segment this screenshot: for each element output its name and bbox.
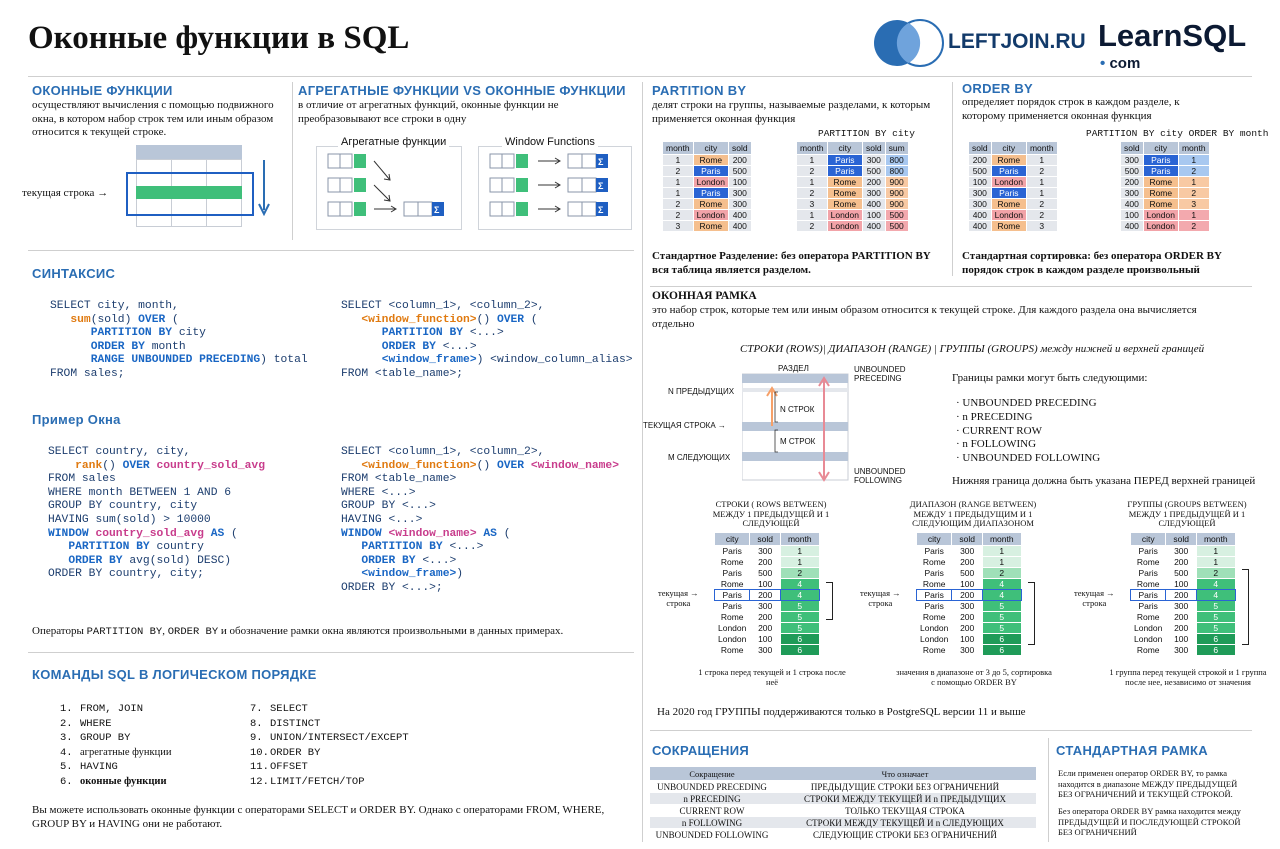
frame-subtitle: СТРОКИ (ROWS)| ДИАПАЗОН (RANGE) | ГРУППЫ (GROUPS) между нижней и верхней границей xyxy=(740,343,1205,355)
table-header-cell: city xyxy=(1144,142,1178,154)
table-row xyxy=(969,166,1057,176)
table-cell: 500 xyxy=(886,221,908,231)
table-cell: 3 xyxy=(1027,221,1057,231)
partition-by-code-label: PARTITION BY city xyxy=(818,128,915,139)
current-row-label: текущая строка → xyxy=(22,187,109,199)
table-cell: London xyxy=(694,177,728,187)
table-row xyxy=(663,199,751,209)
table-header-cell: Сокращение xyxy=(650,767,774,780)
table-cell: Rome xyxy=(694,199,728,209)
table-cell: 2 xyxy=(1179,188,1209,198)
command-item: 8. DISTINCT xyxy=(250,717,321,730)
table-cell: 200 xyxy=(969,155,991,165)
order-right-table xyxy=(1120,141,1210,232)
table-cell: 2 xyxy=(663,166,693,176)
table-row: Paris 300 1 xyxy=(715,546,819,556)
frame-unb-prec: UNBOUNDED PRECEDING xyxy=(854,365,906,383)
frame-example-title: СТРОКИ ( ROWS BETWEEN) МЕЖДУ 1 ПРЕДЫДУЩЕЙ И 1 СЛЕДУЮЩЕЙ xyxy=(712,499,830,528)
command-item: 2. WHERE xyxy=(60,717,112,730)
table-cell: 2 xyxy=(1179,166,1209,176)
table-cell: 400 xyxy=(863,199,885,209)
table-cell: 400 xyxy=(863,221,885,231)
command-item: 1. FROM, JOIN xyxy=(60,703,144,715)
table-cell: Rome xyxy=(992,221,1026,231)
learnsql-logo-com: • com xyxy=(1100,55,1141,72)
svg-text:Σ: Σ xyxy=(598,157,604,167)
table-cell: Paris xyxy=(1144,155,1178,165)
divider-vertical-2 xyxy=(642,82,643,842)
table-row xyxy=(663,155,751,165)
table-row: UNBOUNDED FOLLOWING СЛЕДУЮЩИЕ СТРОКИ БЕЗ ОГРАНИЧЕНИЙ xyxy=(650,829,1036,840)
table-cell: 3 xyxy=(663,221,693,231)
table-cell: Rome xyxy=(828,177,862,187)
table-cell: 500 xyxy=(1121,166,1143,176)
table-row: Rome 300 6 xyxy=(715,645,819,655)
table-header-cell: city xyxy=(828,142,862,154)
table-cell: 300 xyxy=(863,188,885,198)
frame-example-caption: 1 группа перед текущей строкой и 1 группа после нее, независимо от значения xyxy=(1109,667,1267,687)
table-header-cell: month xyxy=(1027,142,1057,154)
table-row: London 200 5 xyxy=(917,623,1021,633)
bound-item: · CURRENT ROW xyxy=(956,424,1042,437)
command-item: 6. оконные функции xyxy=(60,775,167,788)
table-cell: 300 xyxy=(1121,155,1143,165)
table-cell: 1 xyxy=(1027,177,1057,187)
table-cell: Rome xyxy=(828,199,862,209)
table-row xyxy=(969,177,1057,187)
table-cell: London xyxy=(828,221,862,231)
table-cell: 500 xyxy=(729,166,751,176)
bounds-title: Границы рамки могут быть следующими: xyxy=(952,372,1148,384)
table-cell: 2 xyxy=(1027,166,1057,176)
frame-bracket xyxy=(1028,582,1035,645)
frame-header: ОКОННАЯ РАМКА xyxy=(652,290,757,302)
frame-example-caption: значения в диапазоне от 3 до 5, сортировка с помощью ORDER BY xyxy=(896,667,1052,687)
table-cell: 1 xyxy=(1027,155,1057,165)
frame-diagram xyxy=(742,368,850,484)
commands-list-left xyxy=(60,702,172,790)
bound-item: · UNBOUNDED PRECEDING xyxy=(956,397,1097,409)
table-header-cell: sold xyxy=(863,142,885,154)
table-row: London 200 5 xyxy=(1131,623,1235,633)
table-cell: 300 xyxy=(729,199,751,209)
partition-by-text: делят строки на группы, называемые разделами, к которым применяется оконная функция xyxy=(652,99,931,125)
table-cell: 2 xyxy=(797,166,827,176)
table-cell: Paris xyxy=(828,155,862,165)
table-row xyxy=(1121,199,1209,209)
bound-item: · n PRECEDING xyxy=(956,410,1033,423)
table-row: Paris 200 4 xyxy=(917,590,1021,600)
table-cell: Paris xyxy=(992,166,1026,176)
bounds-list xyxy=(956,397,1100,466)
order-by-text: определяет порядок строк в каждом разделе, к которому применяется оконная функция xyxy=(962,96,1180,122)
default-frame-p2: Без оператора ORDER BY рамка находится между ПРЕДЫДУЩЕЙ И ПОСЛЕДУЮЩЕЙ СТРОКОЙ БЕЗ ОГРАНИЧЕНИЙ xyxy=(1058,806,1241,837)
table-row xyxy=(1121,188,1209,198)
table-cell: 800 xyxy=(886,166,908,176)
table-header-cell: city xyxy=(694,142,728,154)
table-row: n FOLLOWING СТРОКИ МЕЖДУ ТЕКУЩЕЙ И n СЛЕДУЮЩИХ xyxy=(650,817,1036,828)
table-row: Rome 200 1 xyxy=(715,557,819,567)
table-cell: 1 xyxy=(1179,177,1209,187)
table-cell: 2 xyxy=(1179,221,1209,231)
table-row: Rome 200 5 xyxy=(715,612,819,622)
current-row-label: текущая → строка xyxy=(1074,588,1115,608)
table-cell: 400 xyxy=(1121,221,1143,231)
divider-left-2 xyxy=(28,652,634,653)
table-cell: 2 xyxy=(663,199,693,209)
frame-example-table: city sold month Paris 300 1 Rome 200 1 Paris 500 2 Rome 100 4 Paris 200 4 Paris 300 5 Rome 200 5 London 200 5 London 100 6 Rome 300 6 xyxy=(714,532,820,656)
table-cell: 300 xyxy=(729,188,751,198)
table-row xyxy=(663,210,751,220)
table-row: Paris 500 2 xyxy=(917,568,1021,578)
frame-example-title: ДИАПАЗОН (RANGE BETWEEN) МЕЖДУ 1 ПРЕДЫДУЩИМ И 1 СЛЕДУЮЩИМ ДИАПАЗОНОМ xyxy=(909,499,1037,528)
syntax-header: СИНТАКСИС xyxy=(32,266,116,281)
table-cell: 2 xyxy=(1027,199,1057,209)
table-cell: 200 xyxy=(1121,177,1143,187)
frame-bracket xyxy=(826,582,833,621)
command-item: 7. SELECT xyxy=(250,703,308,715)
table-cell: 400 xyxy=(1121,199,1143,209)
example-code: SELECT country, city, rank() OVER country_sold_avg FROM sales WHERE month BETWEEN 1 AND 6 GROUP BY country, city HAVING sum(sold) > 10000 WINDOW country_sold_avg AS ( PARTITION BY country ORDER BY avg(sold) DESC) ORDER BY country, city; xyxy=(48,446,265,581)
frame-n-preceding: N ПРЕДЫДУЩИХ xyxy=(668,387,735,396)
frame-example-caption: 1 строка перед текущей и 1 строка после неё xyxy=(698,667,846,687)
agg-vs-window-diagram xyxy=(316,146,632,228)
commands-list-right xyxy=(250,702,409,790)
table-cell: 400 xyxy=(729,210,751,220)
table-row xyxy=(1121,166,1209,176)
table-header-cell: month xyxy=(1179,142,1209,154)
leftjoin-logo-text: LEFTJOIN.RU xyxy=(948,30,1086,53)
frame-n-rows: N СТРОК xyxy=(780,405,815,414)
page-title: Оконные функции в SQL xyxy=(28,20,410,56)
bounds-note: Нижняя граница должна быть указана ПЕРЕД верхней границей xyxy=(952,475,1256,487)
table-row: Paris 300 1 xyxy=(1131,546,1235,556)
order-left-table xyxy=(968,141,1058,232)
table-cell: 200 xyxy=(729,155,751,165)
table-row: UNBOUNDED PRECEDING ПРЕДЫДУЩИЕ СТРОКИ БЕЗ ОГРАНИЧЕНИЙ xyxy=(650,781,1036,792)
table-row xyxy=(663,177,751,187)
table-cell: Rome xyxy=(694,221,728,231)
table-row xyxy=(1121,221,1209,231)
divider-left-1 xyxy=(28,250,634,251)
syntax-note: Операторы PARTITION BY, ORDER BY и обозначение рамки окна являются произвольными в данных примерах. xyxy=(32,625,564,638)
table-row xyxy=(969,210,1057,220)
bound-item: · UNBOUNDED FOLLOWING xyxy=(956,452,1101,465)
table-cell: Rome xyxy=(992,199,1026,209)
table-cell: 1 xyxy=(663,188,693,198)
table-row xyxy=(797,177,908,187)
default-frame-header: СТАНДАРТНАЯ РАМКА xyxy=(1056,743,1208,758)
table-row: Paris 300 1 xyxy=(917,546,1021,556)
table-row xyxy=(663,188,751,198)
table-cell: 3 xyxy=(797,199,827,209)
table-row: Rome 300 6 xyxy=(917,645,1021,655)
table-header-cell: sold xyxy=(1121,142,1143,154)
window-functions-text: осуществляют вычисления с помощью подвижного окна, в котором набор строк тем или иным образом относится к текущей строке. xyxy=(32,99,274,138)
table-header-cell: sold xyxy=(729,142,751,154)
table-row xyxy=(969,155,1057,165)
table-row: n PRECEDING СТРОКИ МЕЖДУ ТЕКУЩЕЙ И n ПРЕДЫДУЩИХ xyxy=(650,793,1036,804)
table-cell: 100 xyxy=(729,177,751,187)
table-row: London 200 5 xyxy=(715,623,819,633)
table-cell: Rome xyxy=(1144,188,1178,198)
table-row: Rome 100 4 xyxy=(1131,579,1235,589)
table-header-cell: month xyxy=(797,142,827,154)
frame-partition-label: РАЗДЕЛ xyxy=(778,364,809,373)
partition-left-table xyxy=(662,141,752,232)
frame-example-table: city sold month Paris 300 1 Rome 200 1 Paris 500 2 Rome 100 4 Paris 200 4 Paris 300 5 Rome 200 5 London 200 5 London 100 6 Rome 300 6 xyxy=(916,532,1022,656)
table-cell: London xyxy=(1144,221,1178,231)
table-row xyxy=(797,221,908,231)
table-cell: 800 xyxy=(886,155,908,165)
table-cell: 100 xyxy=(863,210,885,220)
table-row xyxy=(797,155,908,165)
table-row: London 100 6 xyxy=(917,634,1021,644)
example-code-template: SELECT <column_1>, <column_2>, <window_function>() OVER <window_name> FROM <table_name> WHERE <...> GROUP BY <...> HAVING <...> WINDOW <window_name> AS ( PARTITION BY <...> ORDER BY <...> <window_frame>) ORDER BY <...>; xyxy=(341,446,619,594)
window-functions-label: Window Functions xyxy=(502,136,598,148)
table-header-cell: month xyxy=(663,142,693,154)
divider-top xyxy=(28,76,1252,77)
command-item: 4. агрегатные функции xyxy=(60,746,172,759)
table-row: Rome 200 1 xyxy=(917,557,1021,567)
table-row xyxy=(969,221,1057,231)
partition-by-header: PARTITION BY xyxy=(652,83,747,98)
table-header-cell: sum xyxy=(886,142,908,154)
svg-text:Σ: Σ xyxy=(434,205,440,215)
frame-current-row: ТЕКУЩАЯ СТРОКА → xyxy=(643,421,726,430)
agg-vs-window-text: в отличие от агрегатных функций, оконные функции не преобразовывают все строки в одну xyxy=(298,99,559,125)
frame-text: это набор строк, которые тем или иным образом относится к текущей строке. Для каждого раздела она вычисляется отдельно xyxy=(652,304,1197,330)
table-cell: 500 xyxy=(969,166,991,176)
table-row: Paris 500 2 xyxy=(715,568,819,578)
table-cell: 1 xyxy=(797,155,827,165)
table-cell: 1 xyxy=(797,177,827,187)
table-header-cell: city xyxy=(992,142,1026,154)
table-header-cell: sold xyxy=(969,142,991,154)
table-cell: 2 xyxy=(797,188,827,198)
divider-vertical-1 xyxy=(292,82,293,240)
table-row xyxy=(969,199,1057,209)
agg-vs-window-header: АГРЕГАТНЫЕ ФУНКЦИИ VS ОКОННЫЕ ФУНКЦИИ xyxy=(298,83,626,98)
table-cell: Paris xyxy=(1144,166,1178,176)
leftjoin-logo-icon xyxy=(872,18,948,68)
table-row: Rome 200 1 xyxy=(1131,557,1235,567)
syntax-code-example: SELECT city, month, sum(sold) OVER ( PARTITION BY city ORDER BY month RANGE UNBOUNDED PRECEDING) total FROM sales; xyxy=(50,300,308,380)
table-row xyxy=(1121,155,1209,165)
table-row xyxy=(797,210,908,220)
command-item: 5. HAVING xyxy=(60,761,118,774)
table-header-cell: Что означает xyxy=(774,767,1036,780)
table-cell: London xyxy=(992,177,1026,187)
table-row xyxy=(1121,210,1209,220)
table-cell: 900 xyxy=(886,188,908,198)
groups-note: На 2020 год ГРУППЫ поддерживаются только в PostgreSQL версии 11 и выше xyxy=(657,706,1026,718)
table-row: Rome 100 4 xyxy=(715,579,819,589)
table-row: London 100 6 xyxy=(715,634,819,644)
window-frame-box xyxy=(126,172,254,216)
table-row: Paris 200 4 xyxy=(715,590,819,600)
table-cell: Rome xyxy=(828,188,862,198)
command-item: 9. UNION/INTERSECT/EXCEPT xyxy=(250,732,409,745)
frame-unb-fol: UNBOUNDED FOLLOWING xyxy=(854,467,906,485)
frame-bracket xyxy=(1242,569,1249,644)
order-by-header: ORDER BY xyxy=(962,81,1034,96)
table-cell: 1 xyxy=(797,210,827,220)
frame-m-following: M СЛЕДУЮЩИХ xyxy=(668,453,731,462)
table-cell: 900 xyxy=(886,199,908,209)
table-cell: 1 xyxy=(1179,210,1209,220)
table-row xyxy=(797,188,908,198)
table-cell: Rome xyxy=(694,155,728,165)
table-cell: 200 xyxy=(863,177,885,187)
table-row: Rome 200 5 xyxy=(1131,612,1235,622)
table-cell: 400 xyxy=(729,221,751,231)
frame-example-table: city sold month Paris 300 1 Rome 200 1 Paris 500 2 Rome 100 4 Paris 200 4 Paris 300 5 Rome 200 5 London 200 5 London 100 6 Rome 300 6 xyxy=(1130,532,1236,656)
divider-vertical-3 xyxy=(952,82,953,276)
table-cell: Paris xyxy=(992,188,1026,198)
table-row: Rome 100 4 xyxy=(917,579,1021,589)
table-row xyxy=(1121,177,1209,187)
table-row: Rome 300 6 xyxy=(1131,645,1235,655)
table-cell: 1 xyxy=(663,155,693,165)
table-row xyxy=(969,188,1057,198)
table-cell: 300 xyxy=(863,155,885,165)
table-row: Paris 200 4 xyxy=(1131,590,1235,600)
abbrev-header: СОКРАЩЕНИЯ xyxy=(652,743,750,758)
table-cell: 500 xyxy=(886,210,908,220)
abbrev-table xyxy=(650,766,1036,841)
table-row: Paris 300 5 xyxy=(715,601,819,611)
table-row: Paris 500 2 xyxy=(1131,568,1235,578)
table-cell: Rome xyxy=(1144,199,1178,209)
example-window-header: Пример Окна xyxy=(32,412,121,427)
table-cell: 300 xyxy=(969,199,991,209)
table-cell: Rome xyxy=(992,155,1026,165)
partition-right-table xyxy=(796,141,909,232)
table-cell: 1 xyxy=(1027,188,1057,198)
table-row: Paris 300 5 xyxy=(1131,601,1235,611)
svg-text:Σ: Σ xyxy=(598,181,604,191)
table-row: CURRENT ROW ТОЛЬКО ТЕКУЩАЯ СТРОКА xyxy=(650,805,1036,816)
table-cell: Rome xyxy=(1144,177,1178,187)
table-cell: 2 xyxy=(797,221,827,231)
table-cell: 2 xyxy=(663,210,693,220)
table-cell: London xyxy=(992,210,1026,220)
command-item: 3. GROUP BY xyxy=(60,732,131,745)
commands-note: Вы можете использовать оконные функции с операторами SELECT и ORDER BY. Однако с операторами FROM, WHERE, GROUP BY и HAVING они не работают. xyxy=(32,804,605,830)
table-cell: London xyxy=(694,210,728,220)
table-cell: 300 xyxy=(1121,188,1143,198)
table-cell: 1 xyxy=(1179,155,1209,165)
table-cell: 1 xyxy=(663,177,693,187)
agg-functions-label: Агрегатные функции xyxy=(338,136,449,148)
table-cell: 400 xyxy=(969,221,991,231)
bound-item: · n FOLLOWING xyxy=(956,438,1037,451)
table-cell: 900 xyxy=(886,177,908,187)
syntax-code-template: SELECT <column_1>, <column_2>, <window_function>() OVER ( PARTITION BY <...> ORDER BY <...> <window_frame>) <window_column_alias> FROM <table_name>; xyxy=(341,300,633,380)
order-by-code-label: PARTITION BY city ORDER BY month xyxy=(1086,128,1269,139)
current-row-label: текущая → строка xyxy=(658,588,699,608)
table-cell: Paris xyxy=(828,166,862,176)
table-cell: 3 xyxy=(1179,199,1209,209)
table-cell: Paris xyxy=(694,188,728,198)
table-row: London 100 6 xyxy=(1131,634,1235,644)
frame-example-title: ГРУППЫ (GROUPS BETWEEN) МЕЖДУ 1 ПРЕДЫДУЩЕЙ И 1 СЛЕДУЮЩЕЙ xyxy=(1127,499,1247,528)
current-row-label: текущая → строка xyxy=(860,588,901,608)
divider-right-1 xyxy=(650,286,1252,287)
command-item: 10.ORDER BY xyxy=(250,746,321,759)
table-row xyxy=(797,166,908,176)
window-functions-header: ОКОННЫЕ ФУНКЦИИ xyxy=(32,83,173,98)
table-row: Rome 200 5 xyxy=(917,612,1021,622)
table-cell: Paris xyxy=(694,166,728,176)
order-by-note: Стандартная сортировка: без оператора ORDER BY порядок строк в каждом разделе произвольный xyxy=(962,250,1222,276)
table-cell: 100 xyxy=(969,177,991,187)
table-cell: 300 xyxy=(969,188,991,198)
table-cell: 2 xyxy=(1027,210,1057,220)
partition-by-note: Стандартное Разделение: без оператора PARTITION BY вся таблица является разделом. xyxy=(652,250,931,276)
command-item: 11.OFFSET xyxy=(250,761,308,774)
arrow-down-icon xyxy=(258,160,270,216)
table-row xyxy=(797,199,908,209)
table-cell: London xyxy=(1144,210,1178,220)
table-row xyxy=(663,166,751,176)
default-frame-p1: Если применен оператор ORDER BY, то рамка находится в диапазоне МЕЖДУ ПРЕДЫДУЩЕЙ БЕЗ ОГРАНИЧЕНИЙ И ТЕКУЩЕЙ СТРОКОЙ. xyxy=(1058,768,1238,799)
commands-header: КОМАНДЫ SQL В ЛОГИЧЕСКОМ ПОРЯДКЕ xyxy=(32,667,317,682)
frame-examples xyxy=(640,499,1267,690)
frame-m-rows: M СТРОК xyxy=(780,437,816,446)
table-row xyxy=(663,221,751,231)
svg-text:Σ: Σ xyxy=(598,205,604,215)
table-row: Paris 300 5 xyxy=(917,601,1021,611)
divider-right-2 xyxy=(650,730,1252,731)
command-item: 12.LIMIT/FETCH/TOP xyxy=(250,775,365,788)
table-cell: London xyxy=(828,210,862,220)
table-cell: 400 xyxy=(969,210,991,220)
table-cell: 500 xyxy=(863,166,885,176)
learnsql-logo-text: LearnSQL xyxy=(1098,18,1247,53)
table-cell: 100 xyxy=(1121,210,1143,220)
divider-vertical-4 xyxy=(1048,738,1049,842)
